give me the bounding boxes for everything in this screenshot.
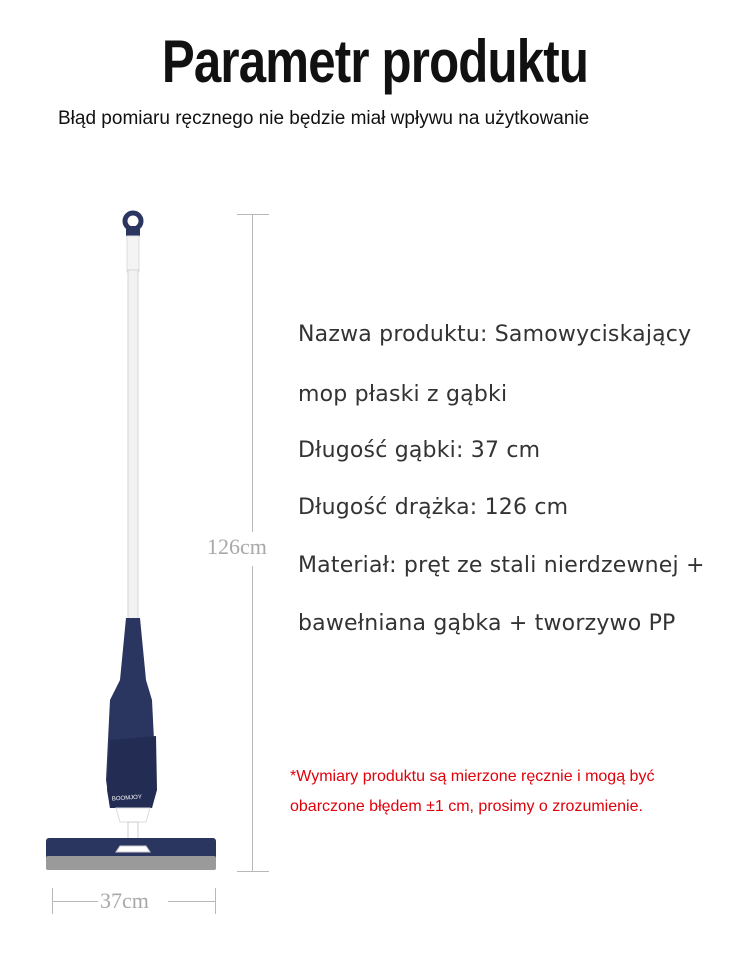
measurement-note-line-1: *Wymiary produktu są mierzone ręcznie i mogą być — [290, 768, 655, 785]
width-dimension-label: 37cm — [100, 888, 149, 913]
spec-line-material-cont: bawełniana gąbka + tworzywo PP — [298, 611, 676, 636]
mop-pole — [128, 270, 138, 620]
handle-grip — [127, 236, 139, 272]
page-title: Parametr produktu — [161, 28, 589, 95]
mop-sponge — [46, 856, 216, 870]
spec-line-material: Materiał: pręt ze stali nierdzewnej + — [298, 553, 705, 578]
brand-logo: BOOMJOY — [111, 794, 143, 803]
width-dimension-line-right — [168, 901, 215, 902]
page-subtitle: Błąd pomiaru ręcznego nie będzie miał wpływu na użytkowanie — [58, 108, 590, 129]
width-dimension-line-left — [52, 901, 98, 902]
height-dimension-top-tick — [237, 214, 269, 215]
spec-line-product-name-cont: mop płaski z gąbki — [298, 382, 508, 407]
measurement-note-line-2: obarczone błędem ±1 cm, prosimy o zrozumienie. — [290, 798, 643, 815]
spec-line-pole-length: Długość drążka: 126 cm — [298, 495, 569, 520]
spec-line-product-name: Nazwa produktu: Samowyciskający — [298, 322, 692, 347]
height-dimension-line-lower — [252, 566, 253, 871]
height-dimension-label: 126cm — [207, 534, 267, 559]
width-dimension-right-tick — [215, 888, 216, 914]
height-dimension-bottom-tick — [237, 871, 269, 872]
spec-line-sponge-length: Długość gąbki: 37 cm — [298, 438, 541, 463]
height-dimension-line-upper — [252, 214, 253, 532]
